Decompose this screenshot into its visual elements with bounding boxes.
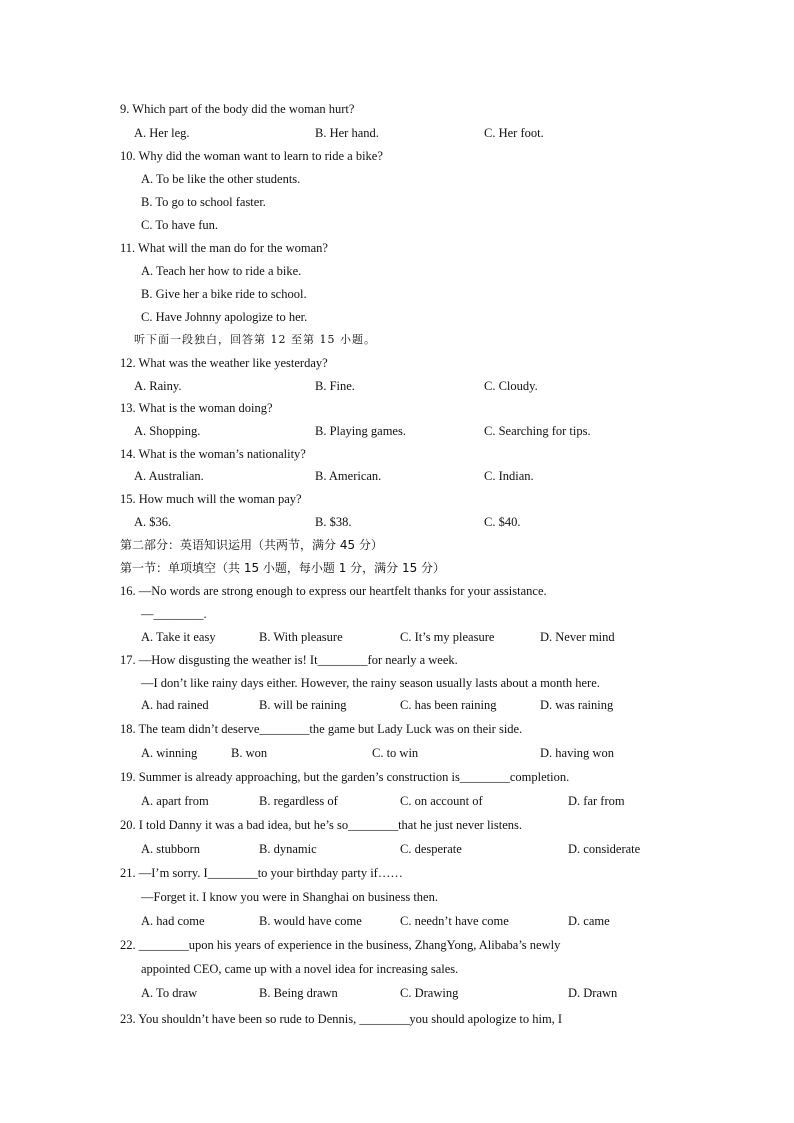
option-17-c: C. has been raining <box>400 698 497 712</box>
question-22-continuation: appointed CEO, came up with a novel idea for increasing sales. <box>141 962 459 976</box>
option-17-d: D. was raining <box>540 698 614 712</box>
option-12-c: C. Cloudy. <box>484 379 538 393</box>
option-21-a: A. had come <box>141 914 205 928</box>
question-10: 10. Why did the woman want to learn to ride a bike? <box>120 149 383 163</box>
option-21-c: C. needn’t have come <box>400 914 509 928</box>
option-17-b: B. will be raining <box>259 698 347 712</box>
option-14-a: A. Australian. <box>134 469 204 483</box>
question-17: 17. —How disgusting the weather is! It________for nearly a week. <box>120 653 458 667</box>
question-19: 19. Summer is already approaching, but the garden’s construction is________completion. <box>120 770 570 784</box>
question-16-response: —________. <box>141 607 207 621</box>
option-9-c: C. Her foot. <box>484 126 544 140</box>
option-22-b: B. Being drawn <box>259 986 338 1000</box>
option-9-a: A. Her leg. <box>134 126 190 140</box>
question-17-response: —I don’t like rainy days either. However, the rainy season usually lasts about a month here. <box>141 676 600 690</box>
question-18: 18. The team didn’t deserve________the game but Lady Luck was on their side. <box>120 722 523 736</box>
option-20-c: C. desperate <box>400 842 462 856</box>
option-19-a: A. apart from <box>141 794 209 808</box>
option-10-b: B. To go to school faster. <box>141 195 266 209</box>
option-14-b: B. American. <box>315 469 382 483</box>
option-18-a: A. winning <box>141 746 198 760</box>
option-21-d: D. came <box>568 914 610 928</box>
option-19-d: D. far from <box>568 794 625 808</box>
option-15-c: C. $40. <box>484 515 521 529</box>
option-12-a: A. Rainy. <box>134 379 182 393</box>
option-11-a: A. Teach her how to ride a bike. <box>141 264 302 278</box>
question-11: 11. What will the man do for the woman? <box>120 241 328 255</box>
option-21-b: B. would have come <box>259 914 362 928</box>
question-22: 22. ________upon his years of experience in the business, ZhangYong, Alibaba’s newly <box>120 938 561 952</box>
option-22-c: C. Drawing <box>400 986 459 1000</box>
question-20: 20. I told Danny it was a bad idea, but he’s so________that he just never listens. <box>120 818 523 832</box>
option-20-d: D. considerate <box>568 842 641 856</box>
option-18-c: C. to win <box>372 746 419 760</box>
option-17-a: A. had rained <box>141 698 209 712</box>
option-13-a: A. Shopping. <box>134 424 201 438</box>
option-15-a: A. $36. <box>134 515 172 529</box>
option-9-b: B. Her hand. <box>315 126 379 140</box>
question-14: 14. What is the woman’s nationality? <box>120 447 306 461</box>
option-15-b: B. $38. <box>315 515 352 529</box>
option-16-d: D. Never mind <box>540 630 615 644</box>
question-13: 13. What is the woman doing? <box>120 401 273 415</box>
option-22-d: D. Drawn <box>568 986 618 1000</box>
option-10-c: C. To have fun. <box>141 218 219 232</box>
option-11-b: B. Give her a bike ride to school. <box>141 287 307 301</box>
option-12-b: B. Fine. <box>315 379 355 393</box>
question-9: 9. Which part of the body did the woman hurt? <box>120 102 355 116</box>
option-22-a: A. To draw <box>141 986 198 1000</box>
option-11-c: C. Have Johnny apologize to her. <box>141 310 308 324</box>
question-21-response: —Forget it. I know you were in Shanghai on business then. <box>141 890 438 904</box>
option-16-b: B. With pleasure <box>259 630 343 644</box>
option-18-d: D. having won <box>540 746 614 760</box>
option-14-c: C. Indian. <box>484 469 534 483</box>
option-18-b: B. won <box>231 746 268 760</box>
option-16-a: A. Take it easy <box>141 630 216 644</box>
question-12: 12. What was the weather like yesterday? <box>120 356 328 370</box>
question-23: 23. You shouldn’t have been so rude to Dennis, ________you should apologize to him, I <box>120 1012 563 1026</box>
option-16-c: C. It’s my pleasure <box>400 630 495 644</box>
question-21: 21. —I’m sorry. I________to your birthday party if…… <box>120 866 403 880</box>
option-20-a: A. stubborn <box>141 842 201 856</box>
section-1-heading: 第一节：单项填空（共 15 小题，每小题 1 分，满分 15 分） <box>120 561 446 575</box>
option-20-b: B. dynamic <box>259 842 317 856</box>
monologue-heading: 听下面一段独白，回答第 12 至第 15 小题。 <box>134 333 376 346</box>
question-15: 15. How much will the woman pay? <box>120 492 302 506</box>
option-19-c: C. on account of <box>400 794 483 808</box>
part-2-heading: 第二部分：英语知识运用（共两节，满分 45 分） <box>120 538 383 552</box>
option-13-c: C. Searching for tips. <box>484 424 591 438</box>
option-13-b: B. Playing games. <box>315 424 406 438</box>
question-16: 16. —No words are strong enough to express our heartfelt thanks for your assistance. <box>120 584 547 598</box>
option-19-b: B. regardless of <box>259 794 338 808</box>
option-10-a: A. To be like the other students. <box>141 172 301 186</box>
